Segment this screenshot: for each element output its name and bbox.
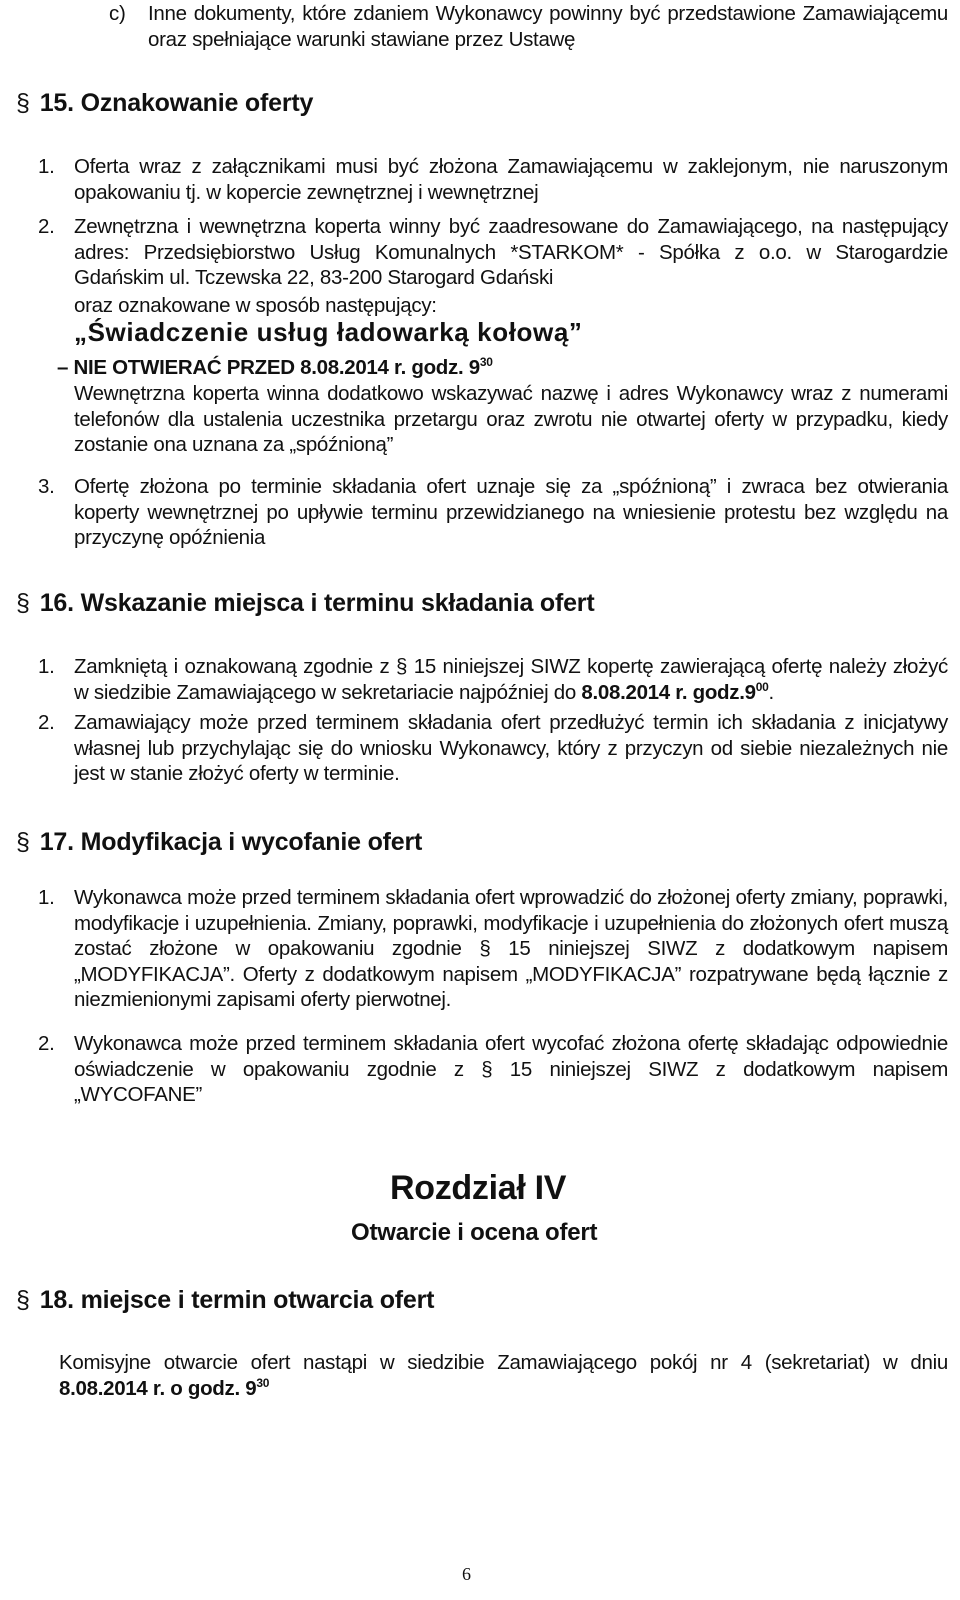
section-sign-icon: §	[16, 828, 30, 856]
chapter-subtitle: Otwarcie i ocena ofert	[351, 1219, 598, 1246]
item-number: 1.	[38, 655, 55, 678]
item-number: 2.	[38, 215, 55, 238]
paragraph-17-1: Wykonawca może przed terminem składania ofert wprowadzić do złożonej oferty zmiany, poprawki, modyfikacje i uzupełnienia. Zmiany, poprawki, modyfikacje i uzupełnienia do złożonych ofert muszą zostać złożone w opakowaniu zgodnie § 15 niniejszej SIWZ z dodatkowym napisem „MODYFIKACJA”. Oferty z dodatkowym napisem „MODYFIKACJA” rozpatrywane będą łącznie z niezmienionymi zapisami oferty pierwotnej.	[74, 886, 948, 1011]
section-18-title: 18. miejsce i termin otwarcia ofert	[39, 1286, 435, 1314]
section-15-heading	[16, 91, 313, 117]
paragraph-16-2: Zamawiający może przed terminem składania ofert przedłużyć termin ich składania z inicjatywy własnej lub przychylając się do wniosku Wykonawcy, który z przyczyn od siebie niezależnych nie jest w stanie złożyć oferty w terminie.	[74, 711, 948, 785]
section-18-heading	[16, 1288, 434, 1314]
do-not-open-notice: – NIE OTWIERAĆ PRZED 8.08.2014 r. godz. $9^{30}$	[57, 355, 493, 379]
paragraph-other-documents: Inne dokumenty, które zdaniem Wykonawcy powinny być przedstawione Zamawiającemu oraz spełniające warunki stawiane przez Ustawę	[148, 2, 948, 51]
item-number: 2.	[38, 1032, 55, 1055]
paragraph-16-1: Zamkniętą i oznakowaną zgodnie z § 15 niniejszej SIWZ kopertę zawierającą ofertę należy złożyć w siedzibie Zamawiającego w sekretariacie najpóźniej do 8.08.2014 r. $godz.9^{00}$.	[74, 655, 948, 704]
section-15-title: 15. Oznakowanie oferty	[39, 89, 314, 117]
section-sign-icon: §	[16, 1286, 30, 1314]
time-superscript: 30	[479, 355, 493, 369]
time-superscript: 00	[755, 679, 769, 694]
time-superscript: 30	[256, 1375, 270, 1390]
item-number: 3.	[38, 475, 55, 498]
paragraph-15-1: Oferta wraz z załącznikami musi być złożona Zamawiającemu w zaklejonym, nie naruszonym opakowaniu tj. w kopercie zewnętrznej i wewnętrznej	[74, 155, 948, 204]
item-number: 2.	[38, 711, 55, 734]
list-marker-c: c)	[109, 2, 126, 25]
paragraph-inner-envelope: Wewnętrzna koperta winna dodatkowo wskazywać nazwę i adres Wykonawcy wraz z numerami telefonów dla ustalenia uczestnika przetargu oraz zwrotu nie otwartej oferty w przypadku, kiedy zostanie ona uznana za „spóźnioną”	[74, 382, 948, 456]
item-number: 1.	[38, 886, 55, 909]
paragraph-18: Komisyjne otwarcie ofert nastąpi w siedzibie Zamawiającego pokój nr 4 (sekretariat) w dniu 8.08.2014 r. o godz. $9^{30}$	[59, 1351, 948, 1400]
section-17-heading	[16, 830, 422, 856]
marking-intro: oraz oznakowane w sposób następujący:	[74, 294, 437, 317]
paragraph-15-2: Zewnętrzna i wewnętrzna koperta winny być zaadresowane do Zamawiającego, na następujący adres: Przedsiębiorstwo Usług Komunalnych *STARKOM* - Spółka z o.o. w Starogardzie Gdańskim ul. Tczewska 22, 83-200 Starogard Gdański	[74, 215, 948, 289]
item-number: 1.	[38, 155, 55, 178]
section-17-title: 17. Modyfikacja i wycofanie ofert	[39, 828, 423, 856]
chapter-title: Rozdział IV	[390, 1169, 567, 1207]
section-sign-icon: §	[16, 589, 30, 617]
section-16-heading	[16, 591, 594, 617]
section-sign-icon: §	[16, 89, 30, 117]
section-16-title: 16. Wskazanie miejsca i terminu składania ofert	[39, 589, 595, 617]
paragraph-17-2: Wykonawca może przed terminem składania ofert wycofać złożona ofertę składając odpowiednie oświadczenie w opakowaniu zgodnie z § 15 niniejszej SIWZ z dodatkowym napisem „WYCOFANE”	[74, 1032, 948, 1106]
paragraph-15-3: Ofertę złożona po terminie składania ofert uznaje się za „spóźnioną” i zwraca bez otwierania koperty wewnętrznej po upływie terminu przewidzianego na wniesienie protestu bez względu na przyczynę opóźnienia	[74, 475, 948, 549]
envelope-label: „Świadczenie usług ładowarką kołową”	[74, 317, 583, 347]
page-number: 6	[462, 1564, 471, 1584]
